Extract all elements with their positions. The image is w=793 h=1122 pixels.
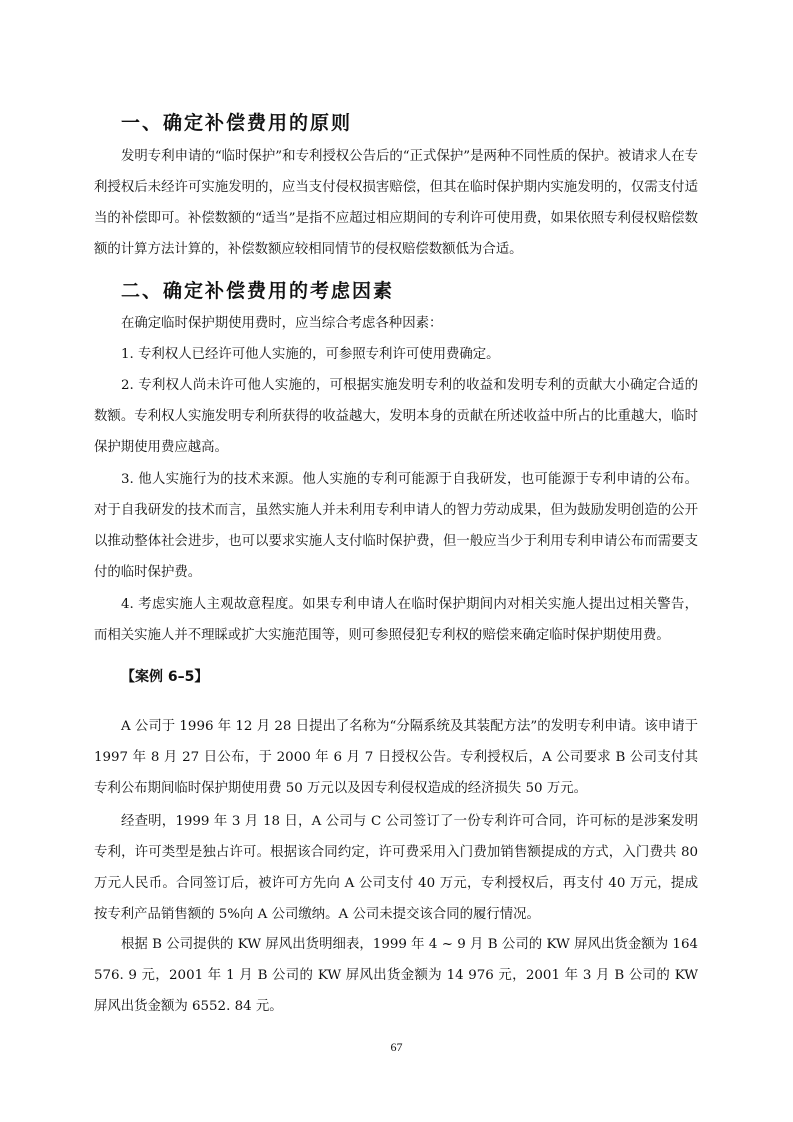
case-label: 【案例 6–5】 bbox=[121, 669, 209, 685]
factor-item-1: 1. 专利权人已经许可他人实施的，可参照专利许可使用费确定。 bbox=[121, 347, 500, 362]
section-2-intro: 在确定临时保护期使用费时，应当综合考虑各种因素： bbox=[121, 316, 443, 331]
factor-item-4: 4. 考虑实施人主观故意程度。如果专利申请人在临时保护期间内对相关实施人提出过相关警告，而相关实施人并不理睬或扩大实施范围等，则可参照侵犯专利权的赔偿来确定临时保护期使用费。 bbox=[94, 597, 698, 643]
page-number: 67 bbox=[390, 1040, 403, 1054]
section-1-heading: 一、确定补偿费用的原则 bbox=[121, 112, 353, 134]
factor-item-2: 2. 专利权人尚未许可他人实施的，可根据实施发明专利的收益和发明专利的贡献大小确定合适的数额。专利权人实施发明专利所获得的收益越大，发明本身的贡献在所述收益中所占的比重越大，临时保护期使用费应越高。 bbox=[94, 378, 698, 455]
case-paragraph-2: 经查明，1999 年 3 月 18 日，A 公司与 C 公司签订了一份专利许可合同，许可标的是涉案发明专利，许可类型是独占许可。根据该合同约定，许可费采用入门费加销售额提成的方式，入门费共 80 万元人民币。合同签订后，被许可方先向 A 公司支付 40 万元，专利授权后，再支付 40 万元，提成按专利产品销售额的 5%向 A 公司缴纳。A 公司未提交该合同的履行情况。 bbox=[94, 814, 698, 922]
case-paragraph-1: A 公司于 1996 年 12 月 28 日提出了名称为“分隔系统及其装配方法”的发明专利申请。该申请于 1997 年 8 月 27 日公布，于 2000 年 6 月 7 日授权公告。专利授权后，A 公司要求 B 公司支付其专利公布期间临时保护期使用费 50 万元以及因专利侵权造成的经济损失 50 万元。 bbox=[94, 719, 698, 796]
case-paragraph-3: 根据 B 公司提供的 KW 屏风出货明细表，1999 年 4 ~ 9 月 B 公司的 KW 屏风出货金额为 164 576. 9 元，2001 年 1 月 B 公司的 KW 屏风出货金额为 14 976 元，2001 年 3 月 B 公司的 KW 屏风出货金额为 6552. 84 元。 bbox=[94, 937, 698, 1014]
section-1-paragraph: 发明专利申请的“临时保护”和专利授权公告后的“正式保护”是两种不同性质的保护。被请求人在专利授权后未经许可实施发明的，应当支付侵权损害赔偿，但其在临时保护期内实施发明的，仅需支付适当的补偿即可。补偿数额的“适当”是指不应超过相应期间的专利许可使用费，如果依照专利侵权赔偿数额的计算方法计算的，补偿数额应较相同情节的侵权赔偿数额低为合适。 bbox=[94, 149, 698, 257]
factor-item-3: 3. 他人实施行为的技术来源。他人实施的专利可能源于自我研发，也可能源于专利申请的公布。对于自我研发的技术而言，虽然实施人并未利用专利申请人的智力劳动成果，但为鼓励发明创造的公开以推动整体社会进步，也可以要求实施人支付临时保护费，但一般应当少于利用专利申请公布而需要支付的临时保护费。 bbox=[94, 472, 698, 580]
section-2-heading: 二、确定补偿费用的考虑因素 bbox=[121, 280, 395, 302]
